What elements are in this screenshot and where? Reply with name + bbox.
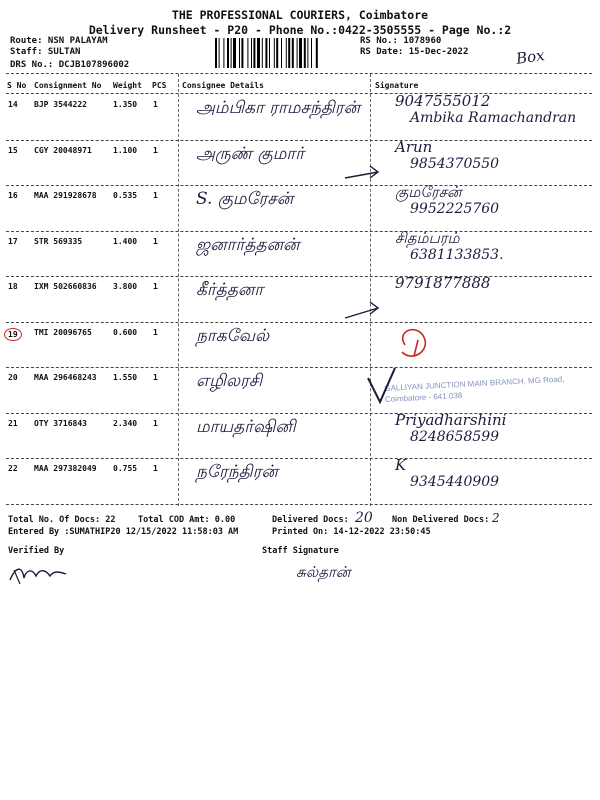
row-signature-handwritten: 9047555012 [395,92,491,110]
row-signature-handwritten: குமரேசன் [395,183,462,201]
barcode-bar [281,38,282,68]
row-weight: 2.340 [113,418,138,428]
row-signature-handwritten-2: Ambika Ramachandran [410,110,577,126]
delivered-docs-label: Delivered Docs: [272,515,349,525]
barcode-bar [247,38,248,68]
col-header-sno: S No [7,81,27,90]
box-handwritten-note: Box [514,46,546,68]
barcode-bar [233,38,236,68]
barcode-bar [257,38,260,68]
barcode-bar [316,38,318,68]
row-pcs: 1 [153,100,158,109]
barcode [215,38,355,68]
row-signature-handwritten-2: 6381133853. [410,246,504,263]
row-pcs: 1 [153,327,158,337]
row-divider [6,185,592,186]
row-signature-handwritten: 9791877888 [395,274,491,292]
divider [6,93,592,94]
row-divider [6,367,592,368]
table-row [0,228,600,279]
barcode-bar [311,38,312,68]
row-consignment-no: IXM 502660836 [34,282,97,291]
row-consignee-handwritten: நாகவேல் [196,325,270,346]
row-sno: 21 [8,418,18,428]
row-pcs: 1 [153,145,158,155]
table-row [0,137,600,188]
row-consignment-no: BJP 3544222 [34,100,87,109]
company-name: THE PROFESSIONAL COURIERS, Coimbatore [171,8,429,22]
row-pcs: 1 [153,282,158,291]
row-sno: 19 [4,328,22,341]
barcode-bar [265,38,267,68]
barcode-bar [223,38,224,68]
barcode-bar [262,38,263,68]
row-divider [6,322,592,323]
row-weight: 3.800 [113,282,138,291]
row-weight: 1.550 [113,373,138,382]
col-header-consignee: Consignee Details [182,81,264,90]
row-signature-handwritten: K [395,456,407,474]
verified-by-label: Verified By [8,546,65,556]
row-consignee-handwritten: ஜனார்த்தனன் [196,234,300,255]
barcode-bar [215,38,217,68]
row-weight: 1.100 [113,145,138,155]
branch-stamp: GALLIYAN JUNCTION MAIN BRANCH, MG Road, Coimbatore - 641 038 [384,374,565,404]
rs-date: RS Date: 15-Dec-2022 [360,47,469,57]
row-sno: 15 [8,145,18,155]
row-consignment-no: MAA 291928678 [34,191,97,200]
row-pcs: 1 [153,236,158,246]
barcode-bar [231,38,232,68]
row-pcs: 1 [153,418,158,428]
row-divider [6,231,592,232]
row-weight: 0.535 [113,191,138,200]
row-signature-handwritten-2: 9345440909 [410,474,500,490]
row-signature-handwritten-2: 8248658599 [410,428,500,445]
staff-signature: சுல்தான் [296,563,351,581]
staff-label: Staff: SULTAN [10,47,81,57]
barcode-bar [292,38,294,68]
barcode-bar [299,38,302,68]
table-row [0,324,600,370]
rs-number: RS No.: 1078960 [360,36,442,46]
barcode-bar [307,38,308,68]
row-signature-handwritten: Priyadharshini [395,410,507,429]
col-header-consignment: Consignment No [34,81,102,90]
total-cod-amount: Total COD Amt: 0.00 [138,515,236,525]
row-consignment-no: STR 569335 [34,236,83,246]
barcode-bar [241,38,243,68]
total-docs: Total No. Of Docs: 22 [8,515,116,525]
barcode-bar [227,38,229,68]
barcode-bar [253,38,255,68]
row-divider [6,140,592,141]
route-label: Route: NSN PALAYAM [10,36,108,46]
delivered-docs-value: 20 [355,510,373,526]
col-header-weight: Weight [113,81,142,90]
row-consignment-no: MAA 296468243 [34,373,97,382]
row-sno: 17 [8,236,18,246]
barcode-bar [276,38,278,68]
row-consignee-handwritten: நரேந்திரன் [196,462,278,482]
row-divider [6,276,592,277]
row-consignee-handwritten: கீர்த்தனா [196,280,264,300]
printed-on: Printed On: 14-12-2022 23:50:45 [272,527,431,537]
barcode-bar [274,38,275,68]
entered-by: Entered By :SUMATHIP20 12/15/2022 11:58:03 AM [8,527,239,537]
row-consignee-handwritten: எழிலரசி [196,371,263,391]
table-row [0,274,600,324]
row-divider [6,458,592,459]
staff-signature-label: Staff Signature [262,546,339,556]
row-divider [6,504,592,505]
row-weight: 0.600 [113,327,138,337]
non-delivered-docs-value: 2 [492,511,500,525]
barcode-bar [251,38,252,68]
row-consignment-no: CGY 20048971 [34,145,92,155]
row-pcs: 1 [153,464,158,473]
row-signature-handwritten: சிதம்பரம் [395,228,460,247]
row-weight: 1.400 [113,236,138,246]
row-sno: 14 [8,100,18,109]
row-consignee-handwritten: அம்பிகா ராமசந்திரன் [196,98,361,118]
divider [6,73,592,74]
row-signature-handwritten: Arun [395,137,433,156]
col-header-signature: Signature [375,81,419,90]
non-delivered-docs-label: Non Delivered Docs: [392,515,490,525]
row-signature-handwritten-2: 9952225760 [410,201,500,217]
row-consignment-no: MAA 297382049 [34,464,97,473]
row-consignee-handwritten: S. குமரேசன் [196,189,294,209]
barcode-bar [288,38,290,68]
barcode-bar [286,38,287,68]
col-header-pcs: PCS [152,81,167,90]
row-signature-handwritten-2: 9854370550 [410,155,500,172]
row-pcs: 1 [153,191,158,200]
row-consignee-handwritten: அருண் குமார் [196,143,305,164]
drs-number: DRS No.: DCJB107896002 [10,60,130,70]
table-row [0,183,600,233]
verifier-signature [6,560,76,588]
row-sno: 20 [8,373,18,382]
table-row [0,92,600,142]
row-sno: 16 [8,191,18,200]
barcode-bar [304,38,306,68]
row-weight: 1.350 [113,100,138,109]
row-pcs: 1 [153,373,158,382]
barcode-bar [219,38,220,68]
barcode-bar [239,38,240,68]
row-sno: 18 [8,282,18,291]
barcode-bar [297,38,298,68]
row-sno: 22 [8,464,18,473]
barcode-bar [269,38,270,68]
row-consignment-no: OTY 3716843 [34,418,87,428]
table-row [0,456,600,506]
runsheet-title: Delivery Runsheet - P20 - Phone No.:0422-3505555 - Page No.:2 [88,23,512,37]
row-consignment-no: TMI 20096765 [34,327,92,337]
row-consignee-handwritten: மாயதர்ஷினி [196,416,296,437]
row-weight: 0.755 [113,464,138,473]
table-row [0,410,600,461]
